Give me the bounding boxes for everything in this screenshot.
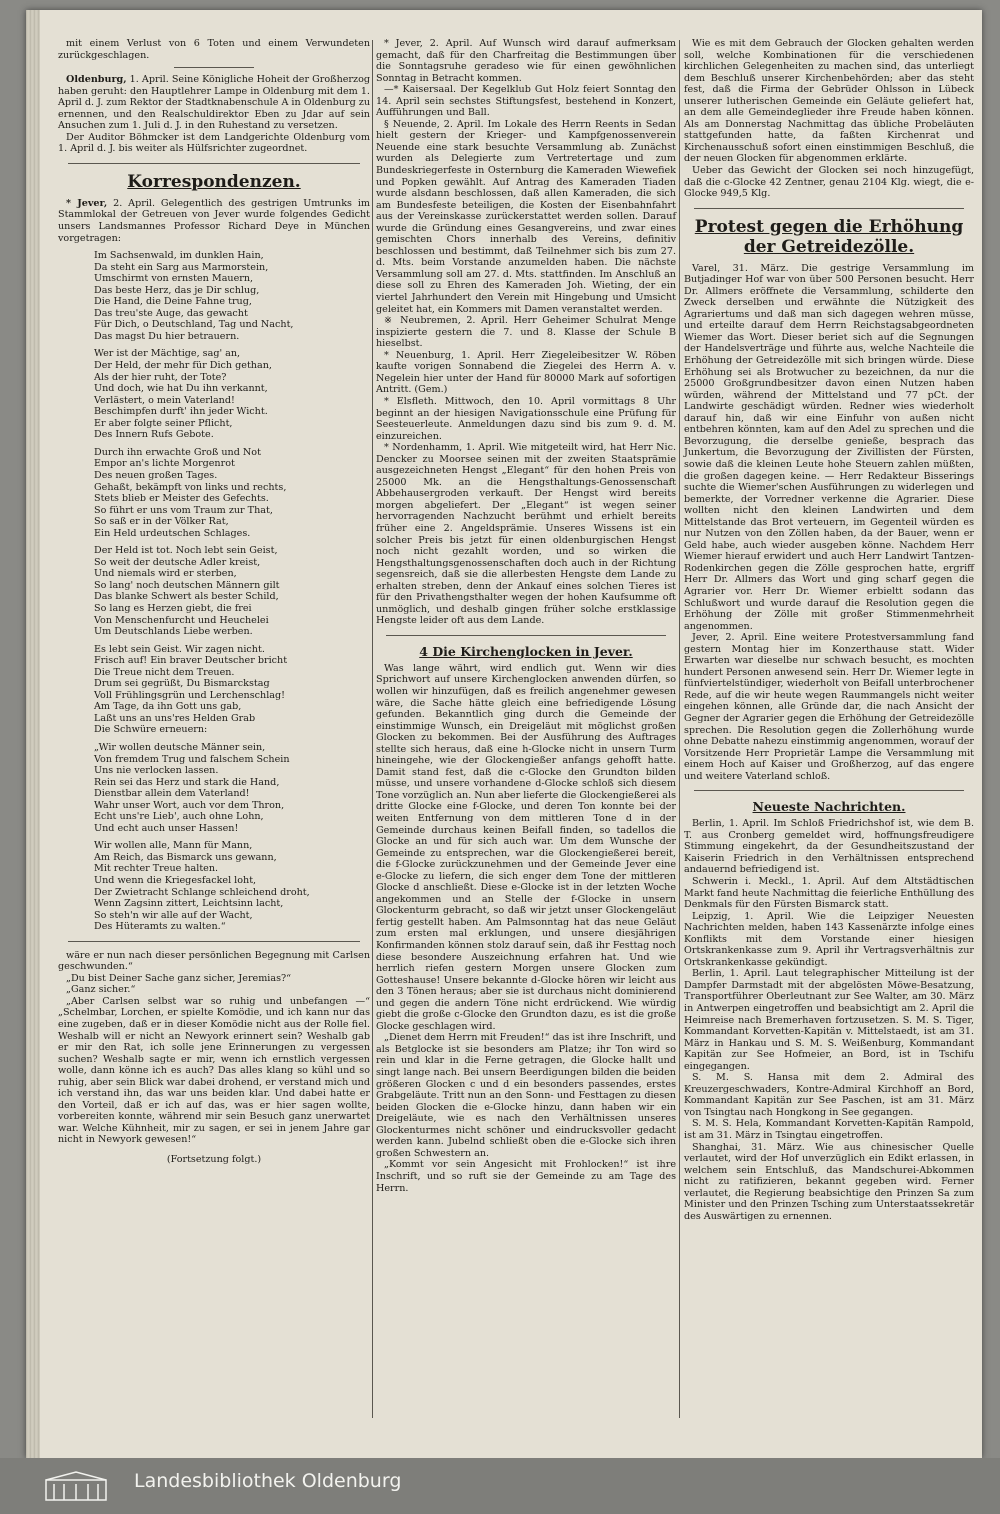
poem-stanza xyxy=(94,742,370,834)
serial-text: „Du bist Deiner Sache ganz sicher, Jeremias?“ xyxy=(66,972,292,984)
article-text: 1. April. Seine Königliche Hoheit der Großherzog haben geruht: den Hauptlehrer Lampe in Oldenburg mit dem 1. April d. J. zum Rektor der Stadtknabenschule A in Oldenburg zu ernennen, und den Realschuldirektor Eben zu Jdar auf sein Ansuchen zum 1. Juli d. J. in den Ruhestand zu versetzen. xyxy=(58,74,370,132)
section-heading-neueste-nachrichten: Neueste Nachrichten. xyxy=(752,799,906,815)
article-oldenburg xyxy=(58,74,370,132)
poem-line: Stets blieb er Meister des Gefechts. xyxy=(94,493,269,505)
poem-line: Der Held, der mehr für Dich gethan, xyxy=(94,360,272,372)
poem-line: Des Innern Rufs Gebote. xyxy=(94,429,214,441)
column-separator xyxy=(372,40,373,1418)
library-footer xyxy=(0,1458,1000,1514)
poem-line: Verlästert, o mein Vaterland! xyxy=(94,394,235,406)
poem-line: Für Dich, o Deutschland, Tag und Nacht, xyxy=(94,319,294,331)
news-item: Berlin, 1. April. Im Schloß Friedrichshof ist, wie dem B. T. aus Cronberg gemeldet wird, hoffnungsfreudigere Stimmung eingekehrt, da der Gesundheitszustand der Kaiserin Friedrich in den Verhältnissen entsprechend andauernd befriedigend ist. xyxy=(684,818,974,876)
news-item: Leipzig, 1. April. Wie die Leipziger Neuesten Nachrichten melden, haben 143 Kassenärzte infolge eines Konflikts mit dem Vorstande einer hiesigen Ortskrankenkasse zum 9. April ihr Vertragsverhältnis zur Ortskrankenkasse gekündigt. xyxy=(684,910,974,968)
poem-line: Und niemals wird er sterben, xyxy=(94,568,237,580)
article-text: Der Auditor Böhmcker ist dem Landgerichte Oldenburg vom 1. April d. J. bis weiter als Hülfsrichter zugeordnet. xyxy=(58,131,370,155)
news-item: Schwerin i. Meckl., 1. April. Auf dem Altstädtischen Markt fand heute Nachmittag die feierliche Enthüllung des Denkmals für den Fürsten Bismarck statt. xyxy=(684,876,974,911)
poem-line: Der Zwietracht Schlange schleichend droht, xyxy=(94,886,310,898)
dateline: * Jever, xyxy=(66,197,108,209)
poem-line: Der Held ist tot. Noch lebt sein Geist, xyxy=(94,545,278,557)
poem-line: Und echt auch unser Hassen! xyxy=(94,822,239,834)
poem-line: Die Hand, die Deine Fahne trug, xyxy=(94,296,252,308)
poem-line: Umschirmt von ernsten Mauern, xyxy=(94,273,254,285)
divider xyxy=(694,790,964,791)
serial-text: „Ganz sicher.“ xyxy=(66,984,136,996)
poem-line: Gehaßt, bekämpft von links und rechts, xyxy=(94,481,287,493)
article-heading-kirchenglocken: 4 Die Kirchenglocken in Jever. xyxy=(419,643,633,659)
article-text: mit einem Verlust von 6 Toten und einem Verwundeten zurückgeschlagen. xyxy=(58,38,370,61)
poem-line: Laßt uns an uns'res Helden Grab xyxy=(94,712,256,724)
news-item: § Neuende, 2. April. Im Lokale des Herrn Reents in Sedan hielt gestern der Krieger- und Kampfgenossenverein Neuende eine stark besuchte Versammlung ab. Zunächst wurden als Delegierte zum Vertretertage und zum Bundeskriegerfeste in Osternburg die Kameraden Wiewefiek und Popken gewählt. Auf Antrag des Kameraden Tiaden wurde alsdann beschlossen, daß allen Kameraden, die sich am Bundesfeste beteiligen, die Kosten der Eisenbahnfahrt aus der Vereinskasse zurückerstattet werden sollen. Darauf wurde die Gründung eines Gesangvereins, und zwar eines gemischten Chors innerhalb des Vereins, definitiv beschlossen und bestimmt, daß Teilnehmer sich bis zum 27. d. Mts. beim Vorstande anzumelden haben. Die nächste Versammlung soll am 27. d. Mts. stattfinden. Im Anschluß an diese soll zu Ehren des Kameraden Joh. Wieting, der ein viertel Jahrhundert den Verein mit Hingebung und Umsicht geleitet hat, ein Kommers mit Damen veranstaltet werden. xyxy=(376,118,676,315)
poem-line: Die Treue nicht dem Treuen. xyxy=(94,666,235,678)
poem-line: Frisch auf! Ein braver Deutscher bricht xyxy=(94,655,288,667)
poem-line: Drum sei gegrüßt, Du Bismarckstag xyxy=(94,678,270,690)
article-text: Was lange währt, wird endlich gut. Wenn wir dies Sprichwort auf unsere Kirchenglocken anwenden dürfen, so wollen wir hinzufügen, daß es freilich angenehmer gewesen wäre, die Sache hätte gleich eine befriedigende Lösung gefunden. Bekanntlich ging durch die Gemeinde der einstimmige Wunsch, ein Dreigeläut mit möglichst großen Glocken zu bekommen. Bei der Ausführung des Auftrages stellte sich heraus, daß eine h-Glocke nicht in unsern Turm hineingehe, wie der Glockengießer anfangs gehofft hatte. Damit stand fest, daß die c-Glocke den Grundton bilden müsse, und unsere vorhandene d-Glocke schloß sich diesem Tone vorzüglich an. Nun aber lieferte die Glockengießerei als dritte Glocke eine f-Glocke, und deren Ton konnte bei der weiten Entfernung von dem mittleren Tone d in der Gemeinde durchaus keinen Beifall finden, so tadellos die Glocke an und für sich auch war. Um dem Wunsche der Gemeinde zu entsprechen, war die Glockengießerei bereit, die f-Glocke zurückzunehmen und der Gemeinde Jever eine e-Glocke zu liefern, die sich enger dem Tone der mittleren Glocke d anschließt. Diese e-Glocke ist in der letzten Woche angekommen und an Stelle der f-Glocke in unsern Glockenturm gebracht, so daß wir jetzt unser Glockengeläut fertig gestellt haben. Am Palmsonntag hat das neue Geläut zum ersten mal erklungen, und unsere diesjährigen Konfirmanden können stolz darauf sein, daß ihr Festtag noch diese besondere Auszeichnung erfahren hat. Und wie herrlich riefen gestern Morgen unsere Glocken zum Gotteshause! Unsere bekannte d-Glocke hören wir leicht aus den 3 Tönen heraus; aber sie ist durchaus nicht dominierend und gegen die andern Töne nicht erdrückend. Wie würdig giebt die große c-Glocke den Grundton dazu, es ist die große Glocke geschlagen wird. xyxy=(376,662,676,1032)
news-item: * Elsfleth. Mittwoch, den 10. April vormittags 8 Uhr beginnt an der hiesigen Navigationsschule eine Prüfung für Seesteuerleute. Anmeldungen dazu sind bis zum 9. d. M. einzureichen. xyxy=(376,395,676,442)
poem-stanza xyxy=(94,348,370,440)
poem-line: So lang' noch deutschen Männern gilt xyxy=(94,579,280,591)
poem-line: Uns nie verlocken lassen. xyxy=(94,765,219,777)
bound-page-edge xyxy=(26,10,40,1458)
poem-line: „Wir wollen deutsche Männer sein, xyxy=(94,741,266,753)
poem-line: Wahr unser Wort, auch vor dem Thron, xyxy=(94,799,285,811)
library-name: Landesbibliothek Oldenburg xyxy=(134,1470,402,1492)
serial-text: „Aber Carlsen selbst war so ruhig und unbefangen —“ „Schelmbar, Lorchen, er spielte Komödie, und ich kann nur das eine zugeben, daß er in dieser Komödie nicht aus der Rolle fiel. Weshalb will er nicht an Newyork erinnert sein? Weshalb gab er mir den Rat, ich solle jene Erinnerungen zu vergessen suchen? Weshalb sagte er mir, wenn ich ernstlich vergessen wolle, dann könne ich es auch? Das alles klang so kühl und so ruhig, aber sein Blick war dabei drohend, er verstand mich und ich verstand ihn, das war uns beiden klar. Und dabei hatte er den Vorteil, daß er ich auf das, was er hier sagen wollte, vorbereiten konnte, während mir sein Besuch ganz unerwartet war. Welche Kühnheit, mir zu sagen, er sei in jenem Jahre gar nicht in Newyork gewesen!“ xyxy=(58,995,370,1146)
news-item: S. M. S. Hansa mit dem 2. Admiral des Kreuzergeschwaders, Kontre-Admiral Kirchhoff an Bord, Kommandant Kapitän zur See Paschen, ist am 31. März von Tsingtau nach Hongkong in See gegangen. xyxy=(684,1072,974,1118)
poem-line: Des neuen großen Tages. xyxy=(94,469,218,481)
poem-line: Voll Frühlingsgrün und Lerchenschlag! xyxy=(94,689,285,701)
poem-line: Als der hier ruht, der Tote? xyxy=(94,371,227,383)
dateline: Oldenburg, xyxy=(66,74,127,86)
article-text: Wie es mit dem Gebrauch der Glocken gehalten werden soll, welche Kombinationen für die verschiedenen kirchlichen Gelegenheiten zu machen sind, das unterliegt dem Beschluß unserer Kirchenbehörden; aber das steht fest, daß die Firma der Gebrüder Ohlsson in Lübeck unserer lutherischen Gemeinde ein Geläute geliefert hat, an dem alle Gemeindeglieder ihre Freude haben können. Als am Donnerstag Nachmittag das übliche Probeläuten stattgefunden hatte, da faßten Kirchenrat und Kirchenausschuß sofort einen einstimmigen Beschluß, die der neuen Glocken für abgenommen erklärte. xyxy=(684,38,974,165)
poem-stanza xyxy=(94,644,370,736)
news-item: ※ Neubremen, 2. April. Herr Geheimer Schulrat Menge inspizierte gestern die 7. und 8. Klasse der Schule B hieselbst. xyxy=(376,315,676,350)
poem-line: So saß er in der Völker Rat, xyxy=(94,516,229,528)
article-text: „Kommt vor sein Angesicht mit Frohlocken!“ ist ihre Inschrift, und so ruft sie der Gemeinde zu am Tage des Herrn. xyxy=(376,1159,676,1194)
poem-stanza xyxy=(94,545,370,637)
column-1 xyxy=(58,38,370,1166)
poem-line: So lang es Herzen giebt, die frei xyxy=(94,602,252,614)
news-item: S. M. S. Hela, Kommandant Korvetten-Kapitän Rampold, ist am 31. März in Tsingtau eingetroffen. xyxy=(684,1118,974,1142)
poem-line: Von Menschenfurcht und Heuchelei xyxy=(94,614,269,626)
divider xyxy=(68,941,360,942)
poem-line: Das beste Herz, das je Dir schlug, xyxy=(94,284,260,296)
news-item: * Neuenburg, 1. April. Herr Ziegeleibesitzer W. Röben kaufte vorigen Sonnabend die Ziegelei des Herrn A. v. Negelein hier unter der Hand für 80000 Mark auf sofortigen Antritt. (Gem.) xyxy=(376,349,676,396)
article-text: Varel, 31. März. Die gestrige Versammlung im Butjadinger Hof war von über 500 Personen besucht. Herr Dr. Allmers eröffnete die Versammlung, schilderte den Zweck derselben und erwähnte die Nützigkeit des Agrariertums und daß man sich dagegen wehren müsse, und erteilte darauf dem Herrn Reichstagsabgeordneten Wiemer das Wort. Dieser beriet sich auf die Segnungen der Handelsverträge und führte aus, welche Nachteile die Erhöhung der Getreidezölle mit sich bringen würde. Diese Erhöhung sei als Brotwucher zu bezeichnen, da nur die 25000 Großgrundbesitzer davon einen Nutzen haben würden, während der Mittelstand und 77 pCt. der Landwirte geschädigt würden. Redner wies wiederholt darauf hin, daß wir eine Einfuhr von außen nicht entbehren könnten, kam auf den Adel zu sprechen und die Bevorzugung, die derselbe genieße, besprach das Junkertum, die Bevorzugung der Zivillisten der Fürsten, sowie daß die kleinen Leute hohe Steuern zahlen müßten, die großen dagegen keine. — Herr Redakteur Bisserings suchte die Wiemer'schen Ausführungen zu widerlegen und bemerkte, der Vorredner verkenne die Agrarier. Diese wollten nicht den kleinen Landwirten und dem Mittelstande das Brot verteuern, im Gegenteil würden es nur Nutzen von den Zöllen haben, da der Bauer, wenn er Geld habe, auch wieder ausgeben könne. Nachdem Herr Wiemer hierauf erwidert und auch Herr Landwirt Tantzen-Rodenkirchen gegen die Zölle gesprochen hatte, ergriff Herr Dr. Allmers das Wort und ging scharf gegen die Agrarier vor. Herr Dr. Wiemer erbieltt sodann das Schlußwort und wurde darauf die Resolution gegen die Erhöhung der Zölle mit großer Stimmenmehrheit angenommen. xyxy=(684,262,974,632)
article-text: „Dienet dem Herrn mit Freuden!“ das ist ihre Inschrift, und als Betglocke ist sie besonders am Platze; ihr Ton wird so rein und klar in die Ferne getragen, die Glocke hallt und singt lange nach. Bei unsern Beerdigungen bilden die beiden größeren Glocken c und d ein besonders passendes, erstes Grabgeläute. Tritt nun an den Sonn- und Festtagen zu diesen beiden Glocken die e-Glocke hinzu, dann haben wir ein Dreigeläute, wie es nach den Verhältnissen unseres Glockenturmes nicht schöner und eindrucksvoller gedacht werden kann. Jubelnd schließt oben die e-Glocke sich ihren großen Schwestern an. xyxy=(376,1032,676,1159)
article-heading-protest: Protest gegen die Erhöhung der Getreidezölle. xyxy=(694,216,964,257)
poem-line: Er aber folgte seiner Pflicht, xyxy=(94,417,233,429)
poem-line: Und wenn die Kriegesfackel loht, xyxy=(94,875,257,886)
poem-line: Dienstbar allein dem Vaterland! xyxy=(94,788,250,800)
poem xyxy=(94,250,370,933)
poem-line: Durch ihn erwachte Groß und Not xyxy=(94,446,261,458)
poem-line: Wenn Zagsinn zittert, Leichtsinn lacht, xyxy=(94,898,284,910)
news-item: * Jever, 2. April. Auf Wunsch wird darauf aufmerksam gemacht, daß für den Charfreitag die Bestimmungen über die Sonntagsruhe geradeso wie für einen gewöhnlichen Sonntag in Betracht kommen. xyxy=(376,38,676,84)
poem-line: Das treu'ste Auge, das gewacht xyxy=(94,307,248,319)
poem-line: Wir wollen alle, Mann für Mann, xyxy=(94,840,253,852)
article-text: Ueber das Gewicht der Glocken sei noch hinzugefügt, daß die c-Glocke 42 Zentner, genau 2104 Klg. wiegt, die e-Glocke 949,5 Klg. xyxy=(684,165,974,200)
poem-stanza xyxy=(94,840,370,932)
column-separator xyxy=(679,40,680,1418)
divider xyxy=(386,635,666,636)
poem-line: Echt uns're Lieb', auch ohne Lohn, xyxy=(94,811,264,823)
continuation-note: (Fortsetzung folgt.) xyxy=(166,1154,262,1166)
newspaper-page xyxy=(26,10,982,1458)
poem-line: Die Schwüre erneuern: xyxy=(94,724,208,736)
poem-stanza xyxy=(94,250,370,342)
poem-line: Beschimpfen durft' ihn jeder Wicht. xyxy=(94,406,268,418)
article-text: Jever, 2. April. Eine weitere Protestversammlung fand gestern Montag hier im Konzerthause statt. Wider Erwarten war dieselbe nur schwach besucht, es mochten hundert Personen anwesend sein. Herr Dr. Wiemer legte in fünfviertelstündiger, wiederholt von Beifall unterbrochener Rede, auf die wir heute wegen Raummangels nicht weiter eingehen können, alle Gründe dar, die nach Ansicht der Gegner der Agrarier gegen die Erhöhung der Getreidezölle sprechen. Die Resolution gegen die Zollerhöhung wurde ohne Debatte nahezu einstimmig angenommen, worauf der Vorsitzende Herr Proprietär Lampe die Versammlung mit einem Hoch auf Kaiser und Großherzog, auf das engere und weitere Vaterland schloß. xyxy=(684,632,974,782)
poem-line: Im Sachsenwald, im dunklen Hain, xyxy=(94,250,264,262)
poem-line: So steh'n wir alle auf der Wacht, xyxy=(94,909,253,921)
poem-line: Am Tage, da ihn Gott uns gab, xyxy=(94,701,242,713)
divider xyxy=(694,208,964,209)
news-item: Berlin, 1. April. Laut telegraphischer Mitteilung ist der Dampfer Darmstadt mit der abgelösten Möwe-Besatzung, Transportführer Oberleutnant zur See Walter, am 30. März in Antwerpen eingetroffen und beabsichtigt am 2. April die Heimreise nach Bremerhaven fortzusetzen. S. M. S. Tiger, Kommandant Korvetten-Kapitän v. Mittelstaedt, ist am 31. März in Hankau und S. M. S. Weißenburg, Kommandant Kapitän zur See Hofmeier, an Bord, ist in Tschifu eingegangen. xyxy=(684,968,974,1072)
column-2 xyxy=(376,38,676,1194)
poem-line: Am Reich, das Bismarck uns gewann, xyxy=(94,851,277,863)
poem-line: So weit der deutsche Adler kreist, xyxy=(94,556,261,568)
poem-line: Rein sei das Herz und stark die Hand, xyxy=(94,776,280,788)
poem-line: Um Deutschlands Liebe werben. xyxy=(94,626,253,638)
poem-stanza xyxy=(94,447,370,539)
divider xyxy=(174,67,254,68)
article-text: 2. April. Gelegentlich des gestrigen Umtrunks im Stammlokal der Getreuen von Jever wurde folgendes Gedicht unsers Landsmannes Professor Richard Deye in München vorgetragen: xyxy=(58,197,370,244)
column-3 xyxy=(684,38,974,1222)
poem-line: Ein Held urdeutschen Schlages. xyxy=(94,527,251,539)
poem-line: Und doch, wie hat Du ihn verkannt, xyxy=(94,383,268,395)
poem-line: So führt er uns vom Traum zur That, xyxy=(94,504,273,516)
article-jever xyxy=(58,198,370,244)
serial-text: wäre er nun nach dieser persönlichen Begegnung mit Carlsen geschwunden.“ xyxy=(58,949,370,973)
poem-line: Das blanke Schwert als bester Schild, xyxy=(94,591,279,603)
news-item: * Nordenhamm, 1. April. Wie mitgeteilt wird, hat Herr Nic. Dencker zu Moorsee seinen mit der zweiten Staatsprämie ausgezeichneten Hengst „Elegant“ für den hohen Preis von 25000 Mk. an die Hengsthaltungs-Genossenschaft Abbehausergroden verkauft. Der Hengst wird bereits morgen abgeliefert. Der „Elegant“ ist wegen seiner hervorragenden Nachzucht berühmt und erhielt bereits früher eine 2. Angeldsprämie. Unseres Wissens ist ein solcher Preis bis jetzt für einen oldenburgischen Hengst noch nicht gezahlt worden, und so wirken die Hengsthaltungsgenossenschaften doch auch in der Richtung segensreich, daß sie die allerbesten Hengste dem Lande zu erhalten streben, denn der Ankauf eines solchen Tieres ist für den Privathengsthalter wegen der hohen Kaufsumme oft unmöglich, und deshalb gingen früher solche erstklassige Hengste leider oft aus dem Lande. xyxy=(376,442,676,627)
section-heading-korrespondenzen: Korrespondenzen. xyxy=(127,171,301,192)
divider xyxy=(68,163,360,164)
news-item: Shanghai, 31. März. Wie aus chinesischer Quelle verlautet, wird der Hof unverzüglich ein Edikt erlassen, in welchem sein Entschluß, das Mandschurei-Abkommen nicht zu ratifizieren, bekannt gegeben wird. Ferner verlautet, die Regierung beabsichtige den Prinzen Sa zum Minister und den Prinzen Tsching zum Unterstaatssekretär des Auswärtigen zu ernennen. xyxy=(684,1141,974,1222)
poem-line: Von fremdem Trug und falschem Schein xyxy=(94,753,290,765)
poem-line: Mit rechter Treue halten. xyxy=(94,863,219,875)
library-building-icon xyxy=(44,1470,108,1502)
poem-line: Wer ist der Mächtige, sag' an, xyxy=(94,348,241,360)
news-item: —* Kaisersaal. Der Kegelklub Gut Holz feiert Sonntag den 14. April sein sechstes Stiftungsfest, bestehend in Konzert, Aufführungen und Ball. xyxy=(376,84,676,119)
poem-line: Es lebt sein Geist. Wir zagen nicht. xyxy=(94,643,265,655)
poem-line: Da steht ein Sarg aus Marmorstein, xyxy=(94,261,269,273)
poem-line: Empor an's lichte Morgenrot xyxy=(94,458,235,470)
poem-line: Des Hüteramts zu walten.“ xyxy=(94,921,226,933)
poem-line: Das magst Du hier betrauern. xyxy=(94,330,240,342)
